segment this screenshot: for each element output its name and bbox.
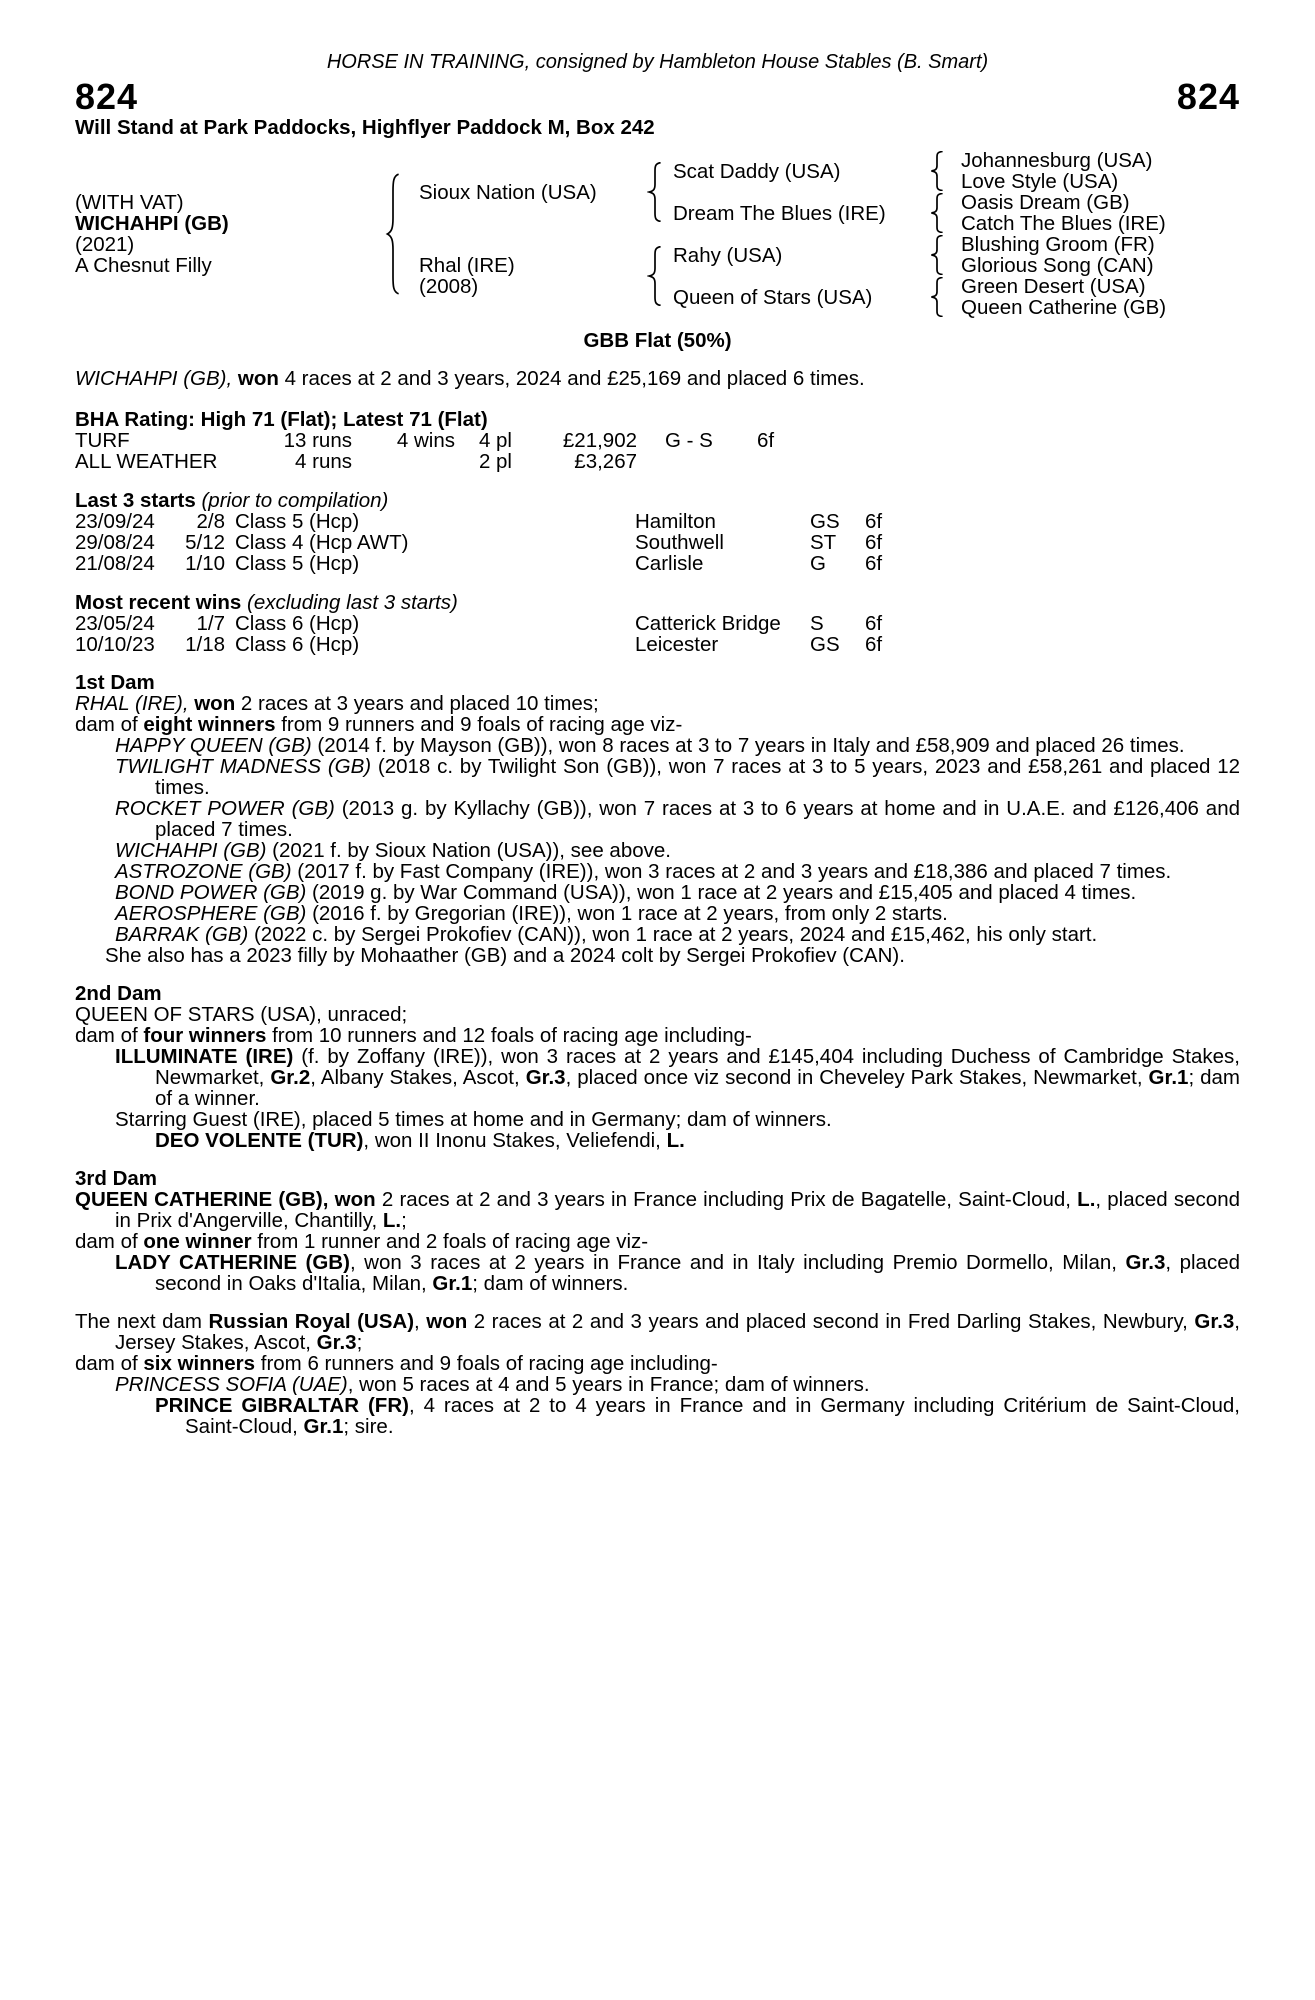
consignor-line: HORSE IN TRAINING, consigned by Hambleton House Stables (B. Smart)	[326, 51, 989, 73]
dam-produce-summary: dam of four winners from 10 runners and 12 foals of racing age including-	[75, 1024, 752, 1047]
wins-value	[352, 451, 455, 472]
second-dam-section	[75, 983, 1240, 1151]
form-row	[75, 511, 1240, 532]
dam-produce-summary: dam of one winner from 1 runner and 2 foals of racing age viz-	[75, 1230, 649, 1253]
dam-produce-summary: dam of six winners from 6 runners and 9 foals of racing age including-	[75, 1352, 718, 1375]
dam-record: QUEEN CATHERINE (GB), won 2 races at 2 and 3 years in France including Prix de Bagatelle, Saint-Cloud, L., placed second in Prix d'Angerville, Chantilly, L.;	[75, 1188, 1240, 1232]
bha-rating-heading: BHA Rating: High 71 (Flat); Latest 71 (Flat)	[75, 408, 488, 431]
going-abbrev: GS	[810, 633, 840, 656]
progeny-entry: ROCKET POWER (GB) (2013 g. by Kyllachy (GB)), won 7 races at 3 to 6 years at home and in U.A.E. and £126,406 and placed 7 times.	[115, 797, 1240, 841]
going-abbrev: ST	[810, 531, 837, 554]
finish-position: 1/7	[196, 612, 225, 635]
progeny-entry: TWILIGHT MADNESS (GB) (2018 c. by Twilight Son (GB)), won 7 races at 3 to 5 years, 2023 and £58,261 and placed 12 times.	[115, 755, 1240, 799]
progeny-entry: PRINCESS SOFIA (UAE), won 5 races at 4 and 5 years in France; dam of winners.	[115, 1373, 870, 1396]
race-distance: 6f	[865, 510, 883, 533]
gbb-scheme-line: GBB Flat (50%)	[583, 329, 732, 352]
course-name: Leicester	[635, 633, 719, 656]
sire-sire-name: Scat Daddy (USA)	[673, 159, 841, 183]
form-row	[75, 613, 1240, 634]
stats-row-all-weather	[75, 451, 1240, 472]
progeny-entry: HAPPY QUEEN (GB) (2014 f. by Mayson (GB)), won 8 races at 3 to 7 years in Italy and £58,909 and placed 26 times.	[115, 734, 1185, 757]
race-date: 29/08/24	[75, 531, 155, 554]
dam-record: RHAL (IRE), won 2 races at 3 years and placed 10 times;	[75, 692, 599, 715]
finish-position: 2/8	[196, 510, 225, 533]
race-distance: 6f	[865, 612, 883, 635]
surface-label: ALL WEATHER	[75, 450, 218, 473]
prize-money-value: £3,267	[574, 450, 637, 473]
dam-also-has-note: She also has a 2023 filly by Mohaather (GB) and a 2024 colt by Sergei Prokofiev (CAN).	[105, 944, 905, 967]
great-grandparent-name: Love Style (USA)	[961, 170, 1119, 193]
race-distance: 6f	[865, 531, 883, 554]
race-class: Class 5 (Hcp)	[235, 510, 360, 533]
pedigree-brace-gp1	[929, 150, 961, 192]
vat-note: (WITH VAT)	[75, 191, 184, 214]
brace-icon	[929, 151, 945, 191]
race-class: Class 6 (Hcp)	[235, 612, 360, 635]
grand-progeny-entry: PRINCE GIBRALTAR (FR), 4 races at 2 to 4 years in France and in Germany including Critérium de Saint-Cloud, Saint-Cloud, Gr.1; sire.	[155, 1394, 1240, 1438]
form-row	[75, 553, 1240, 574]
brace-icon	[929, 193, 945, 233]
progeny-entry: LADY CATHERINE (GB), won 3 races at 2 years in France and in Italy including Premio Dormello, Milan, Gr.3, placed second in Oaks d'Italia, Milan, Gr.1; dam of winners.	[115, 1251, 1240, 1295]
dam-record: QUEEN OF STARS (USA), unraced;	[75, 1003, 408, 1026]
next-dam-record: The next dam Russian Royal (USA), won 2 races at 2 and 3 years and placed second in Fred Darling Stakes, Newbury, Gr.3, Jersey Stakes, Ascot, Gr.3;	[75, 1310, 1240, 1354]
great-grandparent-name: Johannesburg (USA)	[961, 149, 1153, 172]
third-dam-section	[75, 1168, 1240, 1294]
bha-rating-section	[75, 409, 1240, 472]
stats-row-turf	[75, 430, 1240, 451]
prize-money-value: £21,902	[562, 429, 637, 452]
race-distance: 6f	[865, 552, 883, 575]
progeny-entry: WICHAHPI (GB) (2021 f. by Sioux Nation (USA)), see above.	[115, 839, 671, 862]
course-name: Southwell	[635, 531, 724, 554]
finish-position: 1/18	[185, 633, 225, 656]
dam-name: Rhal (IRE)	[419, 254, 515, 277]
first-dam-section	[75, 672, 1240, 966]
progeny-entry: Starring Guest (IRE), placed 5 times at home and in Germany; dam of winners.	[115, 1108, 832, 1131]
stand-location: Will Stand at Park Paddocks, Highflyer Paddock M, Box 242	[75, 116, 655, 139]
dam-sire-name: Rahy (USA)	[673, 243, 783, 267]
horse-description: A Chesnut Filly	[75, 254, 212, 277]
runs-value: 13 runs	[283, 429, 352, 452]
pedigree-brace-sire	[647, 150, 673, 234]
progeny-entry: BOND POWER (GB) (2019 g. by War Command (USA)), won 1 race at 2 years and £15,405 and placed 4 times.	[115, 881, 1137, 904]
course-name: Hamilton	[635, 510, 716, 533]
great-grandparent-name: Green Desert (USA)	[961, 275, 1146, 298]
placed-value: 4 pl	[478, 429, 512, 452]
progeny-entry: BARRAK (GB) (2022 c. by Sergei Prokofiev (CAN)), won 1 race at 2 years, 2024 and £15,462, his only start.	[115, 923, 1098, 946]
distance-value	[757, 451, 1240, 472]
going-abbrev: GS	[810, 510, 840, 533]
sire-dam-name: Dream The Blues (IRE)	[673, 201, 886, 225]
horse-name: WICHAHPI (GB)	[75, 212, 229, 235]
brace-icon	[647, 246, 663, 306]
pedigree-brace-gp3	[929, 234, 961, 276]
surface-label: TURF	[75, 429, 130, 452]
race-date: 21/08/24	[75, 552, 155, 575]
brace-icon	[929, 235, 945, 275]
distance-value: 6f	[757, 429, 775, 452]
next-dam-section	[75, 1311, 1240, 1437]
race-date: 23/09/24	[75, 510, 155, 533]
dam-dam-name: Queen of Stars (USA)	[673, 285, 873, 309]
last-starts-section	[75, 490, 1240, 574]
form-row	[75, 634, 1240, 655]
dam-block	[419, 234, 647, 318]
pedigree-brace-level1	[385, 150, 419, 318]
progeny-entry: ILLUMINATE (IRE) (f. by Zoffany (IRE)), won 3 races at 2 years and £145,404 including Duchess of Cambridge Stakes, Newmarket, Gr.2, Albany Stakes, Ascot, Gr.3, placed once viz second in Cheveley Park Stakes, Newmarket, Gr.1; dam of a winner.	[115, 1045, 1241, 1110]
progeny-entry: ASTROZONE (GB) (2017 f. by Fast Company (IRE)), won 3 races at 2 and 3 years and £18,386 and placed 7 times.	[115, 860, 1172, 883]
dam-produce-summary: dam of eight winners from 9 runners and 9 foals of racing age viz-	[75, 713, 683, 736]
great-grandparent-name: Catch The Blues (IRE)	[961, 212, 1166, 235]
finish-position: 5/12	[185, 531, 225, 554]
lot-number-left: 824	[75, 76, 139, 117]
third-dam-heading: 3rd Dam	[75, 1167, 158, 1190]
great-grandparent-name: Oasis Dream (GB)	[961, 191, 1130, 214]
last-starts-heading: Last 3 starts (prior to compilation)	[75, 489, 389, 512]
lot-number-row	[75, 78, 1240, 116]
wins-value: 4 wins	[396, 429, 455, 452]
race-class: Class 6 (Hcp)	[235, 633, 360, 656]
brace-icon	[929, 277, 945, 317]
lot-number-right: 824	[1176, 76, 1240, 117]
race-date: 10/10/23	[75, 633, 155, 656]
first-dam-heading: 1st Dam	[75, 671, 155, 694]
recent-wins-section	[75, 592, 1240, 655]
pedigree-brace-gp4	[929, 276, 961, 318]
going-abbrev: G	[810, 552, 826, 575]
brace-icon	[647, 162, 663, 222]
great-grandparent-name: Blushing Groom (FR)	[961, 233, 1155, 256]
runs-value: 4 runs	[295, 450, 352, 473]
course-name: Carlisle	[635, 552, 704, 575]
race-class: Class 5 (Hcp)	[235, 552, 360, 575]
race-class: Class 4 (Hcp AWT)	[235, 531, 409, 554]
second-dam-heading: 2nd Dam	[75, 982, 162, 1005]
going-abbrev: S	[810, 612, 824, 635]
pedigree-table	[75, 150, 1240, 318]
placed-value: 2 pl	[478, 450, 512, 473]
race-distance: 6f	[865, 633, 883, 656]
finish-position: 1/10	[185, 552, 225, 575]
going-value: G - S	[665, 429, 713, 452]
great-grandparent-name: Queen Catherine (GB)	[961, 296, 1167, 319]
great-grandparent-name: Glorious Song (CAN)	[961, 254, 1154, 277]
form-row	[75, 532, 1240, 553]
going-value	[637, 451, 757, 472]
progeny-entry: AEROSPHERE (GB) (2016 f. by Gregorian (IRE)), won 1 race at 2 years, from only 2 starts.	[115, 902, 948, 925]
horse-year: (2021)	[75, 233, 135, 256]
pedigree-brace-gp2	[929, 192, 961, 234]
grand-progeny-entry: DEO VOLENTE (TUR), won II Inonu Stakes, Veliefendi, L.	[155, 1129, 685, 1152]
race-date: 23/05/24	[75, 612, 155, 635]
recent-wins-heading: Most recent wins (excluding last 3 starts)	[75, 591, 458, 614]
sire-name: Sioux Nation (USA)	[419, 180, 597, 204]
race-record-summary: WICHAHPI (GB), won 4 races at 2 and 3 years, 2024 and £25,169 and placed 6 times.	[75, 367, 865, 390]
dam-year: (2008)	[419, 275, 479, 298]
horse-info	[75, 150, 385, 318]
brace-icon	[385, 173, 401, 295]
pedigree-brace-dam	[647, 234, 673, 318]
course-name: Catterick Bridge	[635, 612, 781, 635]
